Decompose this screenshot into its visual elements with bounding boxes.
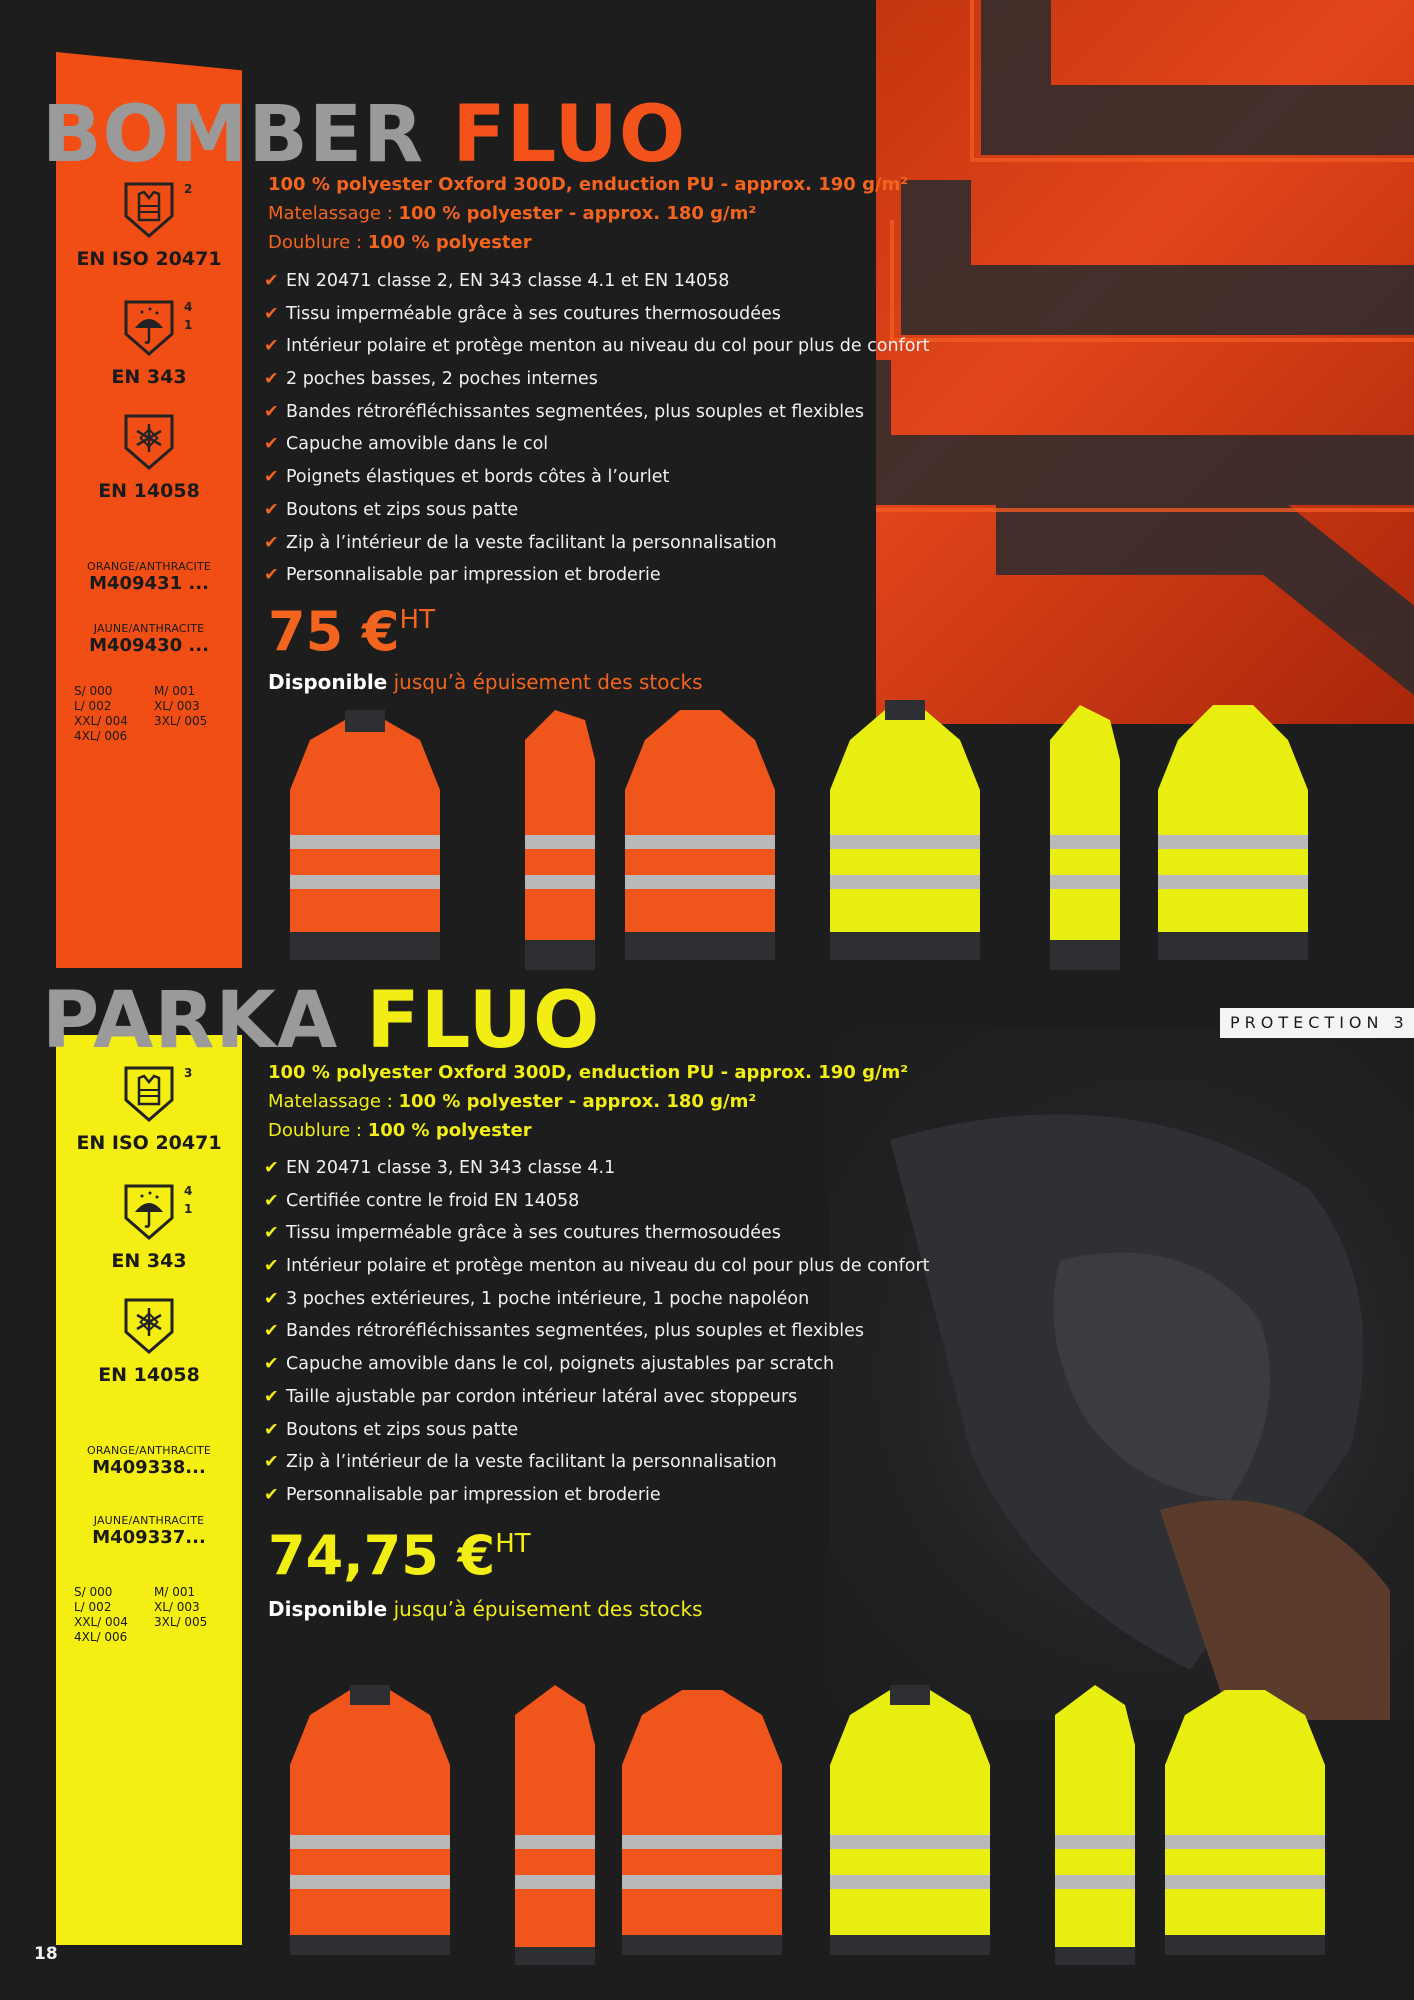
jacket-yellow-side bbox=[1050, 705, 1120, 970]
feature-item: ✔ Bandes rétroréfléchissantes segmentées, plus souples et flexibles bbox=[264, 396, 930, 429]
size-code: 4XL/ 006 bbox=[74, 1630, 128, 1644]
feature-item: ✔ Boutons et zips sous patte bbox=[264, 494, 930, 527]
check-icon: ✔ bbox=[264, 1190, 279, 1211]
variant-color-label: ORANGE/ANTHRACITE bbox=[86, 560, 212, 573]
availability-note: jusqu’à épuisement des stocks bbox=[387, 1597, 703, 1621]
cert-en-343 bbox=[56, 298, 242, 388]
feature-item: ✔ Intérieur polaire et protège menton au niveau du col pour plus de confort bbox=[264, 1250, 930, 1283]
size-code: S/ 000 bbox=[74, 684, 113, 698]
check-icon: ✔ bbox=[264, 1484, 279, 1505]
check-icon: ✔ bbox=[264, 271, 279, 291]
check-icon: ✔ bbox=[264, 565, 279, 586]
padding-label: Matelassage : bbox=[268, 203, 399, 224]
parka-orange-side bbox=[515, 1685, 595, 1965]
bomber-size-codes bbox=[74, 684, 234, 743]
jacket-orange-back bbox=[625, 710, 775, 960]
size-code: XL/ 003 bbox=[154, 1600, 200, 1614]
size-code: S/ 000 bbox=[74, 1585, 113, 1599]
cert-label: EN ISO 20471 bbox=[76, 1132, 222, 1154]
check-icon: ✔ bbox=[264, 499, 279, 520]
cert-class: 3 bbox=[184, 1066, 193, 1080]
parka-color-band bbox=[56, 1035, 242, 1945]
parka-orange-front bbox=[290, 1685, 450, 1955]
bomber-price bbox=[268, 600, 435, 663]
feature-item: ✔ Capuche amovible dans le col bbox=[264, 428, 930, 461]
check-icon: ✔ bbox=[264, 434, 279, 455]
feature-item: ✔ Certifiée contre le froid EN 14058 bbox=[264, 1185, 930, 1218]
parka-size-codes bbox=[74, 1585, 234, 1644]
check-icon: ✔ bbox=[264, 1452, 279, 1473]
fabric-outer: 100 % polyester Oxford 300D, enduction PU - approx. 190 g/m² bbox=[268, 1062, 909, 1083]
variant-orange-anthracite bbox=[56, 1444, 242, 1478]
parka-title-model: PARKA bbox=[42, 976, 339, 1066]
size-code: M/ 001 bbox=[154, 684, 196, 698]
cert-class: 2 bbox=[184, 182, 193, 196]
feature-item: ✔ Bandes rétroréfléchissantes segmentées, plus souples et flexibles bbox=[264, 1315, 930, 1348]
check-icon: ✔ bbox=[264, 1256, 279, 1277]
feature-item: ✔ Poignets élastiques et bords côtes à l’ourlet bbox=[264, 461, 930, 494]
jacket-yellow-back bbox=[1158, 705, 1308, 960]
size-code: M/ 001 bbox=[154, 1585, 196, 1599]
availability-label: Disponible bbox=[268, 1597, 388, 1621]
snowflake-icon bbox=[122, 412, 176, 472]
parka-yellow-side bbox=[1055, 1685, 1135, 1965]
rain-umbrella-icon bbox=[122, 298, 176, 358]
section-tab: PROTECTION 3 bbox=[1220, 1008, 1414, 1038]
feature-item: ✔ EN 20471 classe 3, EN 343 classe 4.1 bbox=[264, 1152, 930, 1185]
rain-umbrella-icon bbox=[122, 1182, 176, 1242]
bomber-title-model: BOMBER bbox=[42, 90, 425, 180]
variant-reference: M409430 ... bbox=[89, 635, 209, 656]
feature-item: ✔ Personnalisable par impression et broderie bbox=[264, 1479, 930, 1512]
feature-item: ✔ Personnalisable par impression et broderie bbox=[264, 559, 930, 592]
padding-value: 100 % polyester - approx. 180 g/m² bbox=[398, 203, 757, 224]
check-icon: ✔ bbox=[264, 467, 279, 488]
lining-value: 100 % polyester bbox=[367, 232, 532, 253]
cert-en-343 bbox=[56, 1182, 242, 1272]
feature-item: ✔ Zip à l’intérieur de la veste facilitant la personnalisation bbox=[264, 527, 930, 560]
lining-label: Doublure : bbox=[268, 1120, 368, 1141]
bomber-title bbox=[42, 90, 687, 180]
check-icon: ✔ bbox=[264, 1386, 279, 1407]
variant-color-label: JAUNE/ANTHRACITE bbox=[93, 1514, 205, 1527]
variant-reference: M409431 ... bbox=[89, 573, 209, 594]
bomber-fabric-specs bbox=[268, 170, 908, 257]
feature-item: ✔ Intérieur polaire et protège menton au niveau du col pour plus de confort bbox=[264, 330, 930, 363]
parka-availability bbox=[268, 1597, 703, 1621]
parka-product-views bbox=[290, 1685, 1350, 1985]
cert-label: EN 343 bbox=[111, 1250, 187, 1272]
availability-note: jusqu’à épuisement des stocks bbox=[387, 670, 703, 694]
check-icon: ✔ bbox=[264, 1354, 279, 1375]
cert-en-14058 bbox=[56, 412, 242, 502]
feature-item: ✔ 3 poches extérieures, 1 poche intérieure, 1 poche napoléon bbox=[264, 1283, 930, 1316]
variant-jaune-anthracite bbox=[56, 622, 242, 656]
cert-label: EN 14058 bbox=[98, 1364, 200, 1386]
feature-item: ✔ EN 20471 classe 2, EN 343 classe 4.1 et EN 14058 bbox=[264, 265, 930, 298]
size-code: 4XL/ 006 bbox=[74, 729, 128, 743]
feature-item: ✔ Capuche amovible dans le col, poignets ajustables par scratch bbox=[264, 1348, 930, 1381]
cert-class: 4 1 bbox=[184, 300, 193, 332]
padding-value: 100 % polyester - approx. 180 g/m² bbox=[398, 1091, 757, 1112]
check-icon: ✔ bbox=[264, 532, 279, 553]
parka-orange-back bbox=[622, 1690, 782, 1955]
size-code: XXL/ 004 bbox=[74, 1615, 128, 1629]
check-icon: ✔ bbox=[264, 1419, 279, 1440]
lining-value: 100 % polyester bbox=[367, 1120, 532, 1141]
parka-title bbox=[42, 976, 601, 1066]
price-value: 75 € bbox=[268, 600, 400, 663]
size-code: 3XL/ 005 bbox=[154, 714, 208, 728]
variant-color-label: ORANGE/ANTHRACITE bbox=[86, 1444, 212, 1457]
parka-fabric-specs bbox=[268, 1058, 908, 1145]
check-icon: ✔ bbox=[264, 303, 279, 324]
size-code: 3XL/ 005 bbox=[154, 1615, 208, 1629]
price-value: 74,75 € bbox=[268, 1524, 496, 1587]
cert-en-iso-20471 bbox=[56, 180, 242, 270]
feature-item: ✔ Tissu imperméable grâce à ses coutures thermosoudées bbox=[264, 298, 930, 331]
size-code: XXL/ 004 bbox=[74, 714, 128, 728]
feature-item: ✔ Zip à l’intérieur de la veste facilitant la personnalisation bbox=[264, 1446, 930, 1479]
cert-en-14058 bbox=[56, 1296, 242, 1386]
parka-yellow-back bbox=[1165, 1690, 1325, 1955]
bomber-title-fluo: FLUO bbox=[452, 90, 687, 180]
availability-label: Disponible bbox=[268, 670, 388, 694]
bomber-availability bbox=[268, 670, 703, 694]
cert-label: EN 343 bbox=[111, 366, 187, 388]
parka-price bbox=[268, 1524, 531, 1587]
cert-label: EN ISO 20471 bbox=[76, 248, 222, 270]
variant-jaune-anthracite bbox=[56, 1514, 242, 1548]
bomber-fabric-closeup-photo bbox=[876, 0, 1414, 724]
parka-feature-list bbox=[264, 1152, 930, 1512]
padding-label: Matelassage : bbox=[268, 1091, 399, 1112]
feature-item: ✔ Taille ajustable par cordon intérieur latéral avec stoppeurs bbox=[264, 1381, 930, 1414]
feature-item: ✔ Boutons et zips sous patte bbox=[264, 1414, 930, 1447]
variant-reference: M409338... bbox=[92, 1457, 206, 1478]
size-code: XL/ 003 bbox=[154, 699, 200, 713]
size-code: L/ 002 bbox=[74, 1600, 112, 1614]
check-icon: ✔ bbox=[264, 401, 279, 422]
hi-vis-vest-icon bbox=[122, 180, 176, 240]
cert-label: EN 14058 bbox=[98, 480, 200, 502]
size-code: L/ 002 bbox=[74, 699, 112, 713]
jacket-orange-front bbox=[290, 710, 440, 960]
jacket-orange-side bbox=[525, 710, 595, 970]
check-icon: ✔ bbox=[264, 1288, 279, 1309]
cert-class: 4 1 bbox=[184, 1184, 193, 1216]
fabric-outer: 100 % polyester Oxford 300D, enduction PU - approx. 190 g/m² bbox=[268, 174, 909, 195]
jacket-yellow-front bbox=[830, 700, 980, 960]
check-icon: ✔ bbox=[264, 1158, 279, 1178]
check-icon: ✔ bbox=[264, 1223, 279, 1244]
page-number: 18 bbox=[34, 1944, 58, 1964]
variant-color-label: JAUNE/ANTHRACITE bbox=[93, 622, 205, 635]
variant-orange-anthracite bbox=[56, 560, 242, 594]
cert-en-iso-20471 bbox=[56, 1064, 242, 1154]
parka-title-fluo: FLUO bbox=[366, 976, 601, 1066]
bomber-product-views bbox=[290, 700, 1350, 990]
variant-reference: M409337... bbox=[92, 1527, 206, 1548]
bomber-feature-list bbox=[264, 265, 930, 592]
feature-item: ✔ Tissu imperméable grâce à ses coutures thermosoudées bbox=[264, 1217, 930, 1250]
feature-item: ✔ 2 poches basses, 2 poches internes bbox=[264, 363, 930, 396]
hi-vis-vest-icon bbox=[122, 1064, 176, 1124]
check-icon: ✔ bbox=[264, 336, 279, 357]
parka-yellow-front bbox=[830, 1685, 990, 1955]
price-suffix: HT bbox=[495, 1529, 531, 1559]
check-icon: ✔ bbox=[264, 369, 279, 390]
snowflake-icon bbox=[122, 1296, 176, 1356]
check-icon: ✔ bbox=[264, 1321, 279, 1342]
lining-label: Doublure : bbox=[268, 232, 368, 253]
price-suffix: HT bbox=[399, 605, 435, 635]
